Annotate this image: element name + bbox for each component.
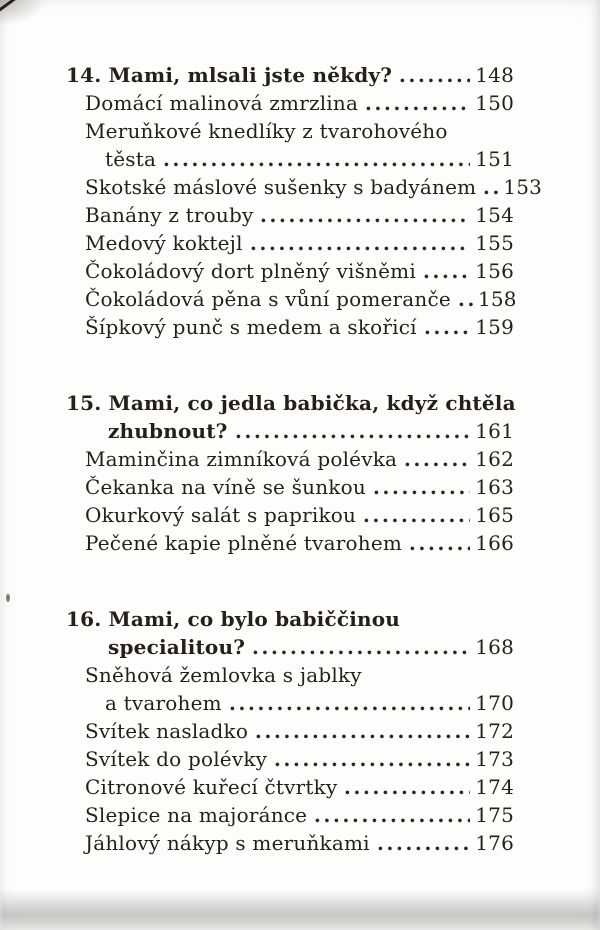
dot-leader <box>315 818 470 823</box>
dot-leader <box>364 518 470 523</box>
entry-title: Šípkový punč s medem a skořicí <box>85 315 417 339</box>
toc-item <box>66 285 517 313</box>
scan-shade-right-edge <box>590 0 600 930</box>
entry-title: 16. Mami, co bylo babiččinou <box>66 607 401 631</box>
dot-leader <box>366 106 470 111</box>
dot-leader <box>459 302 473 307</box>
dot-leader <box>400 78 470 83</box>
entry-title: Slepice na majoránce <box>85 803 308 827</box>
dot-leader <box>253 650 470 655</box>
toc-item <box>66 501 514 529</box>
page-number: 154 <box>475 203 514 227</box>
entry-title: a tvarohem <box>105 691 222 715</box>
toc-section <box>66 605 514 857</box>
dot-leader <box>261 218 470 223</box>
entry-title: specialitou? <box>108 635 246 659</box>
page-number: 170 <box>475 691 514 715</box>
chapter-heading <box>66 389 514 445</box>
toc-item <box>66 801 514 829</box>
entry-title: Pečené kapie plněné tvarohem <box>85 531 403 555</box>
table-of-contents <box>66 61 543 857</box>
entry-title: Čokoládová pěna s vůní pomeranče <box>85 287 451 311</box>
entry-title: Skotské máslové sušenky s badyánem <box>85 175 477 199</box>
entry-title: Svítek nasladko <box>85 719 249 743</box>
toc-section <box>66 389 514 557</box>
toc-line <box>85 285 517 313</box>
dot-leader <box>425 330 470 335</box>
toc-item <box>66 117 514 173</box>
entry-title: Čokoládový dort plněný višněmi <box>85 259 416 283</box>
page-number: 150 <box>475 91 514 115</box>
page-number: 173 <box>475 747 514 771</box>
page-number: 168 <box>475 635 514 659</box>
page-number: 155 <box>475 231 514 255</box>
dot-leader <box>230 706 470 711</box>
dot-leader <box>484 190 498 195</box>
chapter-heading <box>66 61 514 89</box>
scan-artifact-left-edge-speck <box>6 594 10 602</box>
page-number: 166 <box>475 531 514 555</box>
entry-title: 14. Mami, mlsali jste někdy? <box>66 63 393 87</box>
toc-line <box>85 773 514 801</box>
dot-leader <box>378 846 470 851</box>
toc-item <box>66 229 514 257</box>
toc-item <box>66 173 543 201</box>
page-number: 162 <box>475 447 514 471</box>
toc-item <box>66 717 514 745</box>
toc-line <box>85 117 514 145</box>
toc-line <box>85 529 514 557</box>
dot-leader <box>251 246 471 251</box>
toc-item <box>66 829 514 857</box>
toc-line <box>85 829 514 857</box>
entry-title: Medový koktejl <box>85 231 243 255</box>
page-number: 165 <box>475 503 514 527</box>
toc-item <box>66 445 514 473</box>
entry-title: Jáhlový nákyp s meruňkami <box>85 831 370 855</box>
entry-title: Citronové kuřecí čtvrtky <box>85 775 338 799</box>
entry-title: zhubnout? <box>108 419 228 443</box>
dot-leader <box>374 490 470 495</box>
dot-leader <box>405 462 470 467</box>
entry-title: Meruňkové knedlíky z tvarohového <box>85 119 448 143</box>
toc-item <box>66 201 514 229</box>
page-number: 151 <box>475 147 514 171</box>
dot-leader <box>345 790 470 795</box>
page-number: 158 <box>477 287 517 311</box>
toc-line <box>85 313 514 341</box>
dot-leader <box>236 434 471 439</box>
toc-line <box>66 61 514 89</box>
entry-title: Sněhová žemlovka s jablky <box>85 663 362 687</box>
toc-line <box>85 201 514 229</box>
entry-title: těsta <box>105 147 157 171</box>
toc-line <box>85 473 514 501</box>
toc-item <box>66 661 514 717</box>
toc-line <box>85 145 514 173</box>
toc-section <box>66 61 543 341</box>
page-number: 175 <box>475 803 514 827</box>
dot-leader <box>164 162 470 167</box>
toc-line <box>85 173 543 201</box>
page-number: 176 <box>475 831 514 855</box>
toc-line <box>85 689 514 717</box>
page-number: 148 <box>475 63 514 87</box>
dot-leader <box>424 274 470 279</box>
toc-item <box>66 529 514 557</box>
toc-line <box>85 229 514 257</box>
entry-title: Svítek do polévky <box>85 747 268 771</box>
entry-title: Banány z trouby <box>85 203 254 227</box>
toc-line <box>66 389 514 417</box>
toc-item <box>66 745 514 773</box>
chapter-heading <box>66 605 514 661</box>
toc-line <box>85 257 514 285</box>
scan-shadow-bottom <box>0 890 600 930</box>
page-number: 161 <box>475 419 514 443</box>
toc-item <box>66 257 514 285</box>
entry-title: Čekanka na víně se šunkou <box>85 475 366 499</box>
toc-item <box>66 773 514 801</box>
toc-item <box>66 313 514 341</box>
entry-title: Maminčina zimníková polévka <box>85 447 398 471</box>
dot-leader <box>410 546 470 551</box>
toc-line <box>85 445 514 473</box>
page-number: 163 <box>475 475 514 499</box>
toc-line <box>66 633 514 661</box>
dot-leader <box>275 762 470 767</box>
toc-item <box>66 89 514 117</box>
page-number: 172 <box>475 719 514 743</box>
toc-line <box>66 417 514 445</box>
entry-title: Okurkový salát s paprikou <box>85 503 357 527</box>
page-number: 153 <box>503 175 543 199</box>
entry-title: 15. Mami, co jedla babička, když chtěla <box>66 391 516 415</box>
toc-line <box>85 801 514 829</box>
page-number: 156 <box>475 259 514 283</box>
toc-line <box>66 605 514 633</box>
page-number: 174 <box>475 775 514 799</box>
toc-item <box>66 473 514 501</box>
page-number: 159 <box>475 315 514 339</box>
entry-title: Domácí malinová zmrzlina <box>85 91 359 115</box>
toc-line <box>85 661 514 689</box>
dot-leader <box>256 734 470 739</box>
toc-line <box>85 745 514 773</box>
toc-line <box>85 717 514 745</box>
toc-line <box>85 89 514 117</box>
toc-line <box>85 501 514 529</box>
